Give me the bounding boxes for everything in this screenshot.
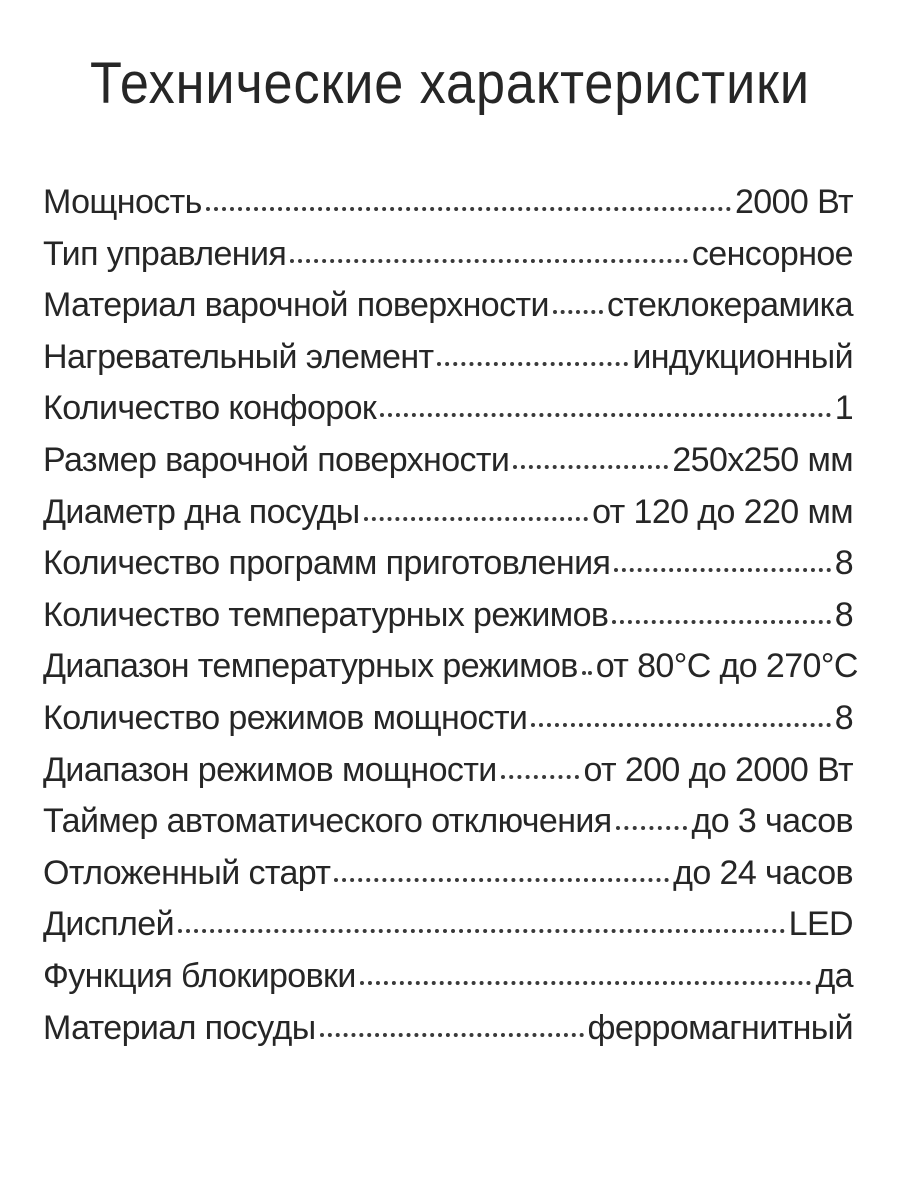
spec-row xyxy=(43,383,853,435)
spec-row xyxy=(43,332,853,384)
spec-label: Диаметр дна посуды xyxy=(43,492,360,531)
spec-value: LED xyxy=(788,905,853,944)
spec-label: Диапазон температурных режимов xyxy=(43,647,578,686)
dot-leader xyxy=(501,775,580,779)
spec-value: 250х250 мм xyxy=(672,440,853,479)
spec-row xyxy=(43,590,853,642)
dot-leader xyxy=(360,981,812,985)
spec-value: до 3 часов xyxy=(691,802,853,841)
dot-leader xyxy=(206,207,731,211)
dot-leader xyxy=(582,671,592,675)
spec-row xyxy=(43,848,853,900)
spec-label: Таймер автоматического отключения xyxy=(43,802,612,841)
spec-value: стеклокерамика xyxy=(607,286,853,325)
spec-label: Размер варочной поверхности xyxy=(43,440,510,479)
spec-label: Тип управления xyxy=(43,234,287,273)
dot-leader xyxy=(320,1033,584,1037)
spec-label: Материал посуды xyxy=(43,1008,316,1047)
spec-value: до 24 часов xyxy=(673,853,853,892)
spec-row xyxy=(43,745,853,797)
dot-leader xyxy=(334,878,669,882)
spec-label: Количество конфорок xyxy=(43,389,377,428)
spec-row xyxy=(43,538,853,590)
spec-label: Отложенный старт xyxy=(43,853,331,892)
spec-label: Функция блокировки xyxy=(43,956,356,995)
dot-leader xyxy=(380,413,831,417)
spec-label: Количество температурных режимов xyxy=(43,595,609,634)
spec-row xyxy=(43,899,853,951)
spec-label: Нагревательный элемент xyxy=(43,337,434,376)
spec-value: ферромагнитный xyxy=(587,1008,853,1047)
spec-row xyxy=(43,1003,853,1055)
spec-label: Диапазон режимов мощности xyxy=(43,750,497,789)
spec-value: от 120 до 220 мм xyxy=(592,492,853,531)
spec-value: 8 xyxy=(834,698,853,737)
dot-leader xyxy=(616,826,688,830)
spec-row xyxy=(43,435,853,487)
dot-leader xyxy=(513,465,668,469)
page-title: Технические характеристики xyxy=(90,51,810,116)
dot-leader xyxy=(437,362,628,366)
spec-value: сенсорное xyxy=(691,234,853,273)
spec-label: Количество режимов мощности xyxy=(43,698,528,737)
dot-leader xyxy=(290,259,688,263)
spec-row xyxy=(43,951,853,1003)
spec-row xyxy=(43,693,853,745)
spec-value: от 80°С до 270°С xyxy=(595,647,858,686)
spec-label: Количество программ приготовления xyxy=(43,544,611,583)
spec-list xyxy=(43,177,858,1054)
spec-row xyxy=(43,229,853,281)
spec-value: 2000 Вт xyxy=(734,183,853,221)
spec-value: да xyxy=(815,956,853,995)
spec-value: 8 xyxy=(834,595,853,634)
spec-value: индукционный xyxy=(632,337,853,376)
spec-row xyxy=(43,641,858,693)
spec-row xyxy=(43,796,853,848)
spec-value: 8 xyxy=(834,544,853,583)
spec-label: Дисплей xyxy=(43,905,174,944)
spec-value: 1 xyxy=(834,389,853,428)
spec-label: Материал варочной поверхности xyxy=(43,286,549,325)
dot-leader xyxy=(553,310,603,314)
spec-row xyxy=(43,280,853,332)
dot-leader xyxy=(364,517,588,521)
dot-leader xyxy=(531,723,830,727)
spec-value: от 200 до 2000 Вт xyxy=(583,750,853,789)
spec-label: Мощность xyxy=(43,183,202,221)
dot-leader xyxy=(178,929,785,933)
spec-row xyxy=(43,487,853,539)
dot-leader xyxy=(612,620,830,624)
spec-row xyxy=(43,177,853,229)
dot-leader xyxy=(614,568,830,572)
